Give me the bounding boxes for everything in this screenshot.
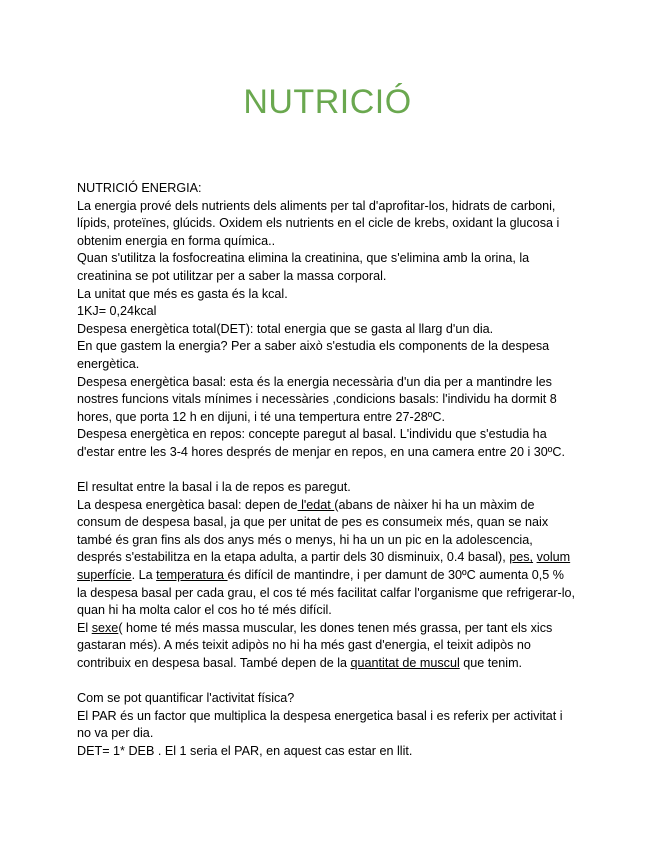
underlined-term-temperatura: temperatura [156,568,228,583]
underlined-term-pes: pes, [509,550,534,565]
paragraph [77,497,577,620]
section-heading: NUTRICIÓ ENERGIA: [77,181,202,195]
paragraph [77,620,577,673]
document-body [77,180,577,761]
text-run: ( home té més massa muscular, les dones tenen més grassa, per tant els xics gastaran més). A més teixit adipòs no hi ha més gast d'energia, el teixit adipòs no contribuix en despesa basal. També depen de la [77,620,553,671]
text-run: La despesa energètica basal: depen de [77,497,298,512]
text-run: és difícil de mantindre, i per damunt de 30ºC aumenta 0,5 % la despesa basal per cada grau, el cos té més facilitat calfar l'organisme que refrigerar-lo, quan hi ha molta calor el cos ho té més difícil. [77,568,576,618]
text-run: El [77,620,92,635]
paragraph: En que gastem la energia? Per a saber això s'estudia els components de la despesa energètica. [77,339,550,371]
underlined-term-quantitat: quantitat de muscul [350,656,460,671]
paragraph: La unitat que més es gasta és la kcal. [77,286,288,301]
underlined-term-edat: l'edat [297,497,335,512]
text-run: . La [131,568,157,583]
underlined-term-sexe: sexe [91,620,119,635]
underlined-term-volum: volum superfície [77,550,571,583]
paragraph: Com se pot quantificar l'activitat física? [77,691,295,706]
paragraph: 1KJ= 0,24kcal [77,304,157,319]
paragraph-spacer [77,673,577,691]
text-run: (abans de nàixer hi ha un màxim de consum de despesa basal, ja que per unitat de pes es consumeix més, quan se naix també és gran fins als dos anys més o menys, hi ha un un pic en la adolescencia, després s'estabilitza en la etapa adulta, a partir dels 30 disminuix, 0.4 basal), [77,497,549,565]
paragraph: DET= 1* DEB . El 1 seria el PAR, en aquest cas estar en llit. [77,744,413,758]
text-run: que tenim. [459,656,523,671]
paragraph: El resultat entre la basal i la de repos es paregut. [77,480,351,495]
paragraph-spacer [77,462,577,480]
paragraph: Quan s'utilitza la fosfocreatina elimina la creatinina, que s'elimina amb la orina, la creatinina se pot utilitzar per a saber la massa corporal. [77,251,530,283]
paragraph: El PAR és un factor que multiplica la despesa energetica basal i es referix per activitat i no va per dia. [77,708,563,741]
paragraph: Despesa energètica total(DET): total energia que se gasta al llarg d'un dia. [77,321,494,336]
paragraph: Despesa energètica basal: esta és la energia necessària d'un dia per a mantindre les nostres funcions vitals mínimes i necessàries ,condicions basals: l'individu ha dormit 8 hores, que porta 12 h en dijuni, i té una tempertura entre 27-28ºC. [77,374,557,424]
paragraph: La energia prové dels nutrients dels aliments per tal d'aprofitar-los, hidrats de carboni, lípids, proteïnes, glúcids. Oxidem els nutrients en el cicle de krebs, oxidant la glucosa i obtenim energia en forma química.. [77,198,560,248]
page-title: NUTRICIÓ [243,83,412,121]
paragraph: Despesa energètica en repos: concepte paregut al basal. L'individu que s'estudia ha d'estar entre les 3-4 hores després de menjar en repos, en una camera entre 20 i 30ºC. [77,427,565,459]
